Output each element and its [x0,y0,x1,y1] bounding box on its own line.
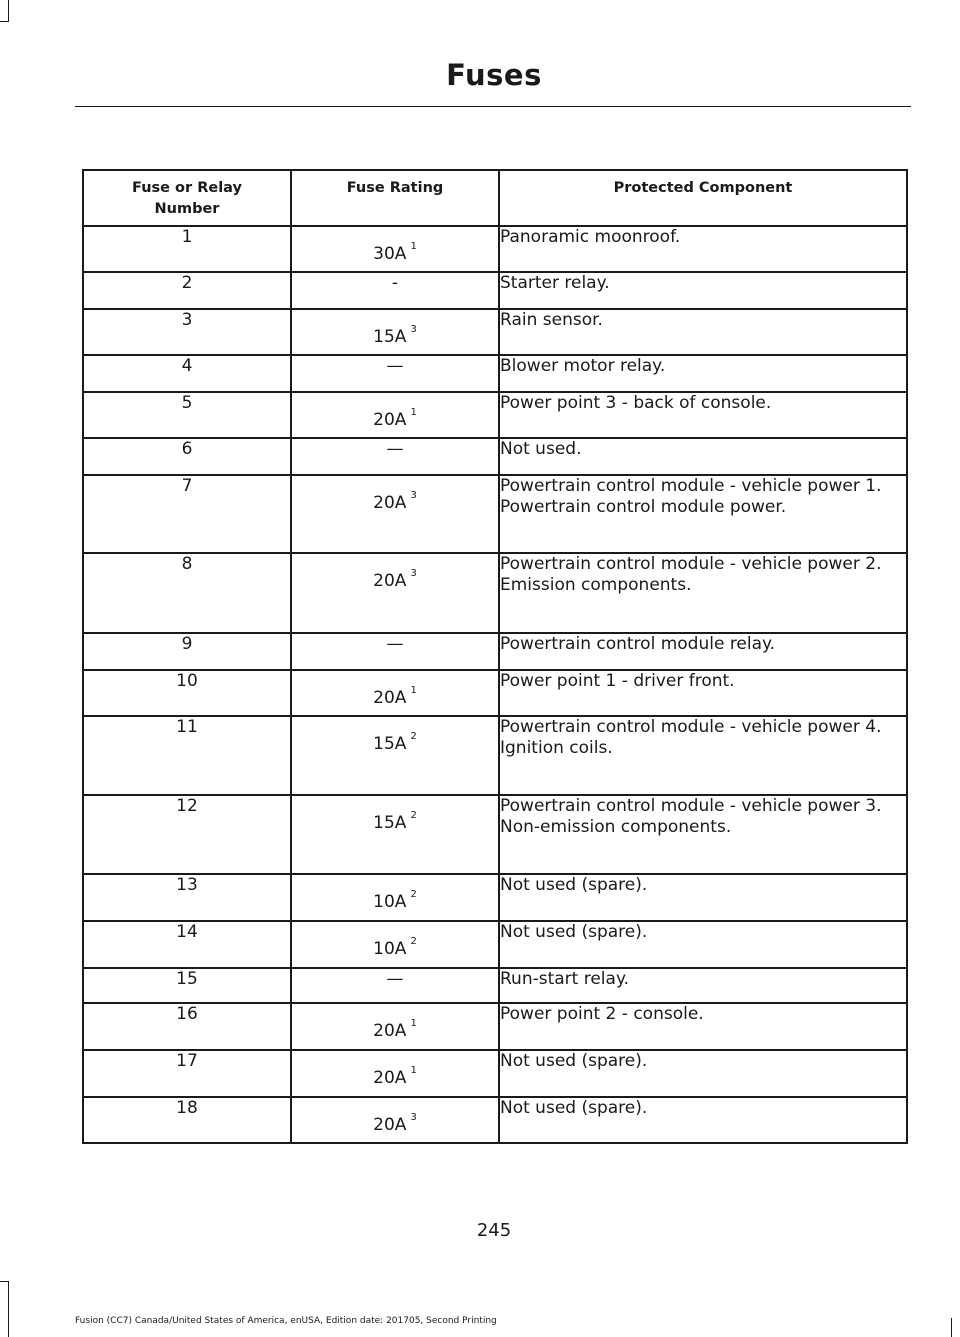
crop-mark-top-left-h [0,21,9,22]
fuse-rating: 15A [373,813,407,833]
table-row [83,1097,907,1143]
protected-component: Powertrain control module - vehicle power 4. [500,717,882,737]
fuse-number: 3 [83,309,291,355]
protected-component: Powertrain control module power. [500,497,787,517]
fuse-number: 10 [83,670,291,716]
fuse-rating-cell [291,475,499,553]
protected-component: Power point 1 - driver front. [500,671,735,691]
fuse-rating: 20A [373,493,407,513]
rating-footnote: 1 [410,241,417,252]
fuse-number: 5 [83,392,291,438]
crop-mark-bottom-right [951,1318,952,1337]
protected-component: Not used (spare). [500,1051,648,1071]
fuse-table [82,169,908,1144]
table-row [83,226,907,272]
rating-footnote: 3 [410,324,417,335]
fuse-rating-cell [291,1097,499,1143]
fuse-table-body [83,226,907,1143]
fuse-rating-cell [291,309,499,355]
protected-component: Powertrain control module relay. [500,634,776,654]
protected-component: Powertrain control module - vehicle power 3. [500,796,882,816]
fuse-number: 14 [83,921,291,968]
protected-component: Panoramic moonroof. [500,227,681,247]
table-row [83,795,907,874]
protected-component: Not used (spare). [500,922,648,942]
rating-footnote: 2 [410,889,417,900]
protected-component: Powertrain control module - vehicle power 1. [500,476,882,496]
fuse-rating: 10A [373,892,407,912]
fuse-rating: - [391,273,399,293]
crop-mark-top-left [8,0,9,22]
fuse-rating-cell [291,438,499,475]
protected-component-cell [499,392,907,438]
footer-edition: Fusion (CC7) Canada/United States of America, enUSA, Edition date: 201705, Second Printing [75,1316,497,1326]
fuse-rating: 30A [373,244,407,264]
protected-component-cell [499,438,907,475]
protected-component: Powertrain control module - vehicle power 2. [500,554,882,574]
protected-component: Not used (spare). [500,1098,648,1118]
fuse-number: 11 [83,716,291,795]
table-row [83,968,907,1003]
fuse-number: 2 [83,272,291,309]
rating-footnote: 3 [410,568,417,579]
fuse-rating-cell [291,272,499,309]
fuse-rating: 15A [373,327,407,347]
fuse-rating-cell [291,1003,499,1050]
fuse-rating: 20A [373,1021,407,1041]
fuse-rating: 20A [373,410,407,430]
protected-component-cell [499,1003,907,1050]
fuse-rating: — [386,439,404,459]
table-row [83,921,907,968]
fuse-rating: — [386,356,404,376]
protected-component: Power point 3 - back of console. [500,393,772,413]
fuse-rating-cell [291,670,499,716]
protected-component-cell [499,716,907,795]
protected-component-cell [499,921,907,968]
protected-component-cell [499,874,907,921]
fuse-number: 7 [83,475,291,553]
rating-footnote: 2 [410,731,417,742]
protected-component: Power point 2 - console. [500,1004,704,1024]
table-row [83,1050,907,1097]
table-row [83,272,907,309]
table-header-row [83,170,907,226]
protected-component: Run-start relay. [500,969,629,989]
protected-component: Rain sensor. [500,310,603,330]
protected-component: Ignition coils. [500,738,613,758]
page-title: Fuses [446,58,542,92]
protected-component-cell [499,309,907,355]
fuse-rating: — [386,969,404,989]
fuse-rating-cell [291,968,499,1003]
table-row [83,874,907,921]
rating-footnote: 1 [410,685,417,696]
fuse-rating: 20A [373,688,407,708]
protected-component: Not used. [500,439,582,459]
rating-footnote: 1 [410,407,417,418]
fuse-number: 13 [83,874,291,921]
table-row [83,716,907,795]
fuse-number: 4 [83,355,291,392]
fuse-rating-cell [291,355,499,392]
fuse-rating: 20A [373,571,407,591]
protected-component-cell [499,795,907,874]
table-row [83,475,907,553]
fuse-rating: — [386,634,404,654]
table-row [83,392,907,438]
rating-footnote: 3 [410,490,417,501]
protected-component: Non-emission components. [500,817,732,837]
fuse-number: 1 [83,226,291,272]
protected-component-cell [499,968,907,1003]
protected-component-cell [499,272,907,309]
fuse-rating-cell [291,633,499,670]
table-row [83,355,907,392]
crop-mark-bottom-left [8,1281,9,1337]
fuse-rating-cell [291,553,499,633]
page-number: 245 [476,1220,512,1241]
rating-footnote: 3 [410,1112,417,1123]
rating-footnote: 1 [410,1065,417,1076]
protected-component-cell [499,226,907,272]
protected-component: Not used (spare). [500,875,648,895]
fuse-number: 6 [83,438,291,475]
fuse-number: 9 [83,633,291,670]
protected-component-cell [499,1050,907,1097]
table-row [83,633,907,670]
fuse-number: 12 [83,795,291,874]
rating-footnote: 2 [410,810,417,821]
fuse-rating: 20A [373,1115,407,1135]
table-row [83,553,907,633]
rating-footnote: 2 [410,936,417,947]
protected-component: Blower motor relay. [500,356,666,376]
fuse-rating-cell [291,921,499,968]
rating-footnote: 1 [410,1018,417,1029]
fuse-rating-cell [291,874,499,921]
protected-component-cell [499,355,907,392]
protected-component: Emission components. [500,575,692,595]
fuse-rating-cell [291,392,499,438]
fuse-rating: 15A [373,734,407,754]
column-header-number: Fuse or Relay Number [83,170,291,226]
fuse-number: 8 [83,553,291,633]
fuse-number: 17 [83,1050,291,1097]
table-row [83,670,907,716]
protected-component-cell [499,475,907,553]
fuse-rating-cell [291,1050,499,1097]
protected-component-cell [499,1097,907,1143]
fuse-number: 15 [83,968,291,1003]
fuse-rating-cell [291,716,499,795]
protected-component-cell [499,633,907,670]
protected-component-cell [499,553,907,633]
column-header-rating: Fuse Rating [291,170,499,226]
table-row [83,438,907,475]
fuse-rating: 10A [373,939,407,959]
protected-component-cell [499,670,907,716]
fuse-rating: 20A [373,1068,407,1088]
fuse-number: 18 [83,1097,291,1143]
table-row [83,1003,907,1050]
column-header-component: Protected Component [499,170,907,226]
crop-mark-bottom-left-h [0,1281,9,1282]
fuse-number: 16 [83,1003,291,1050]
protected-component: Starter relay. [500,273,610,293]
table-row [83,309,907,355]
title-divider [75,106,911,107]
fuse-rating-cell [291,795,499,874]
fuse-rating-cell [291,226,499,272]
